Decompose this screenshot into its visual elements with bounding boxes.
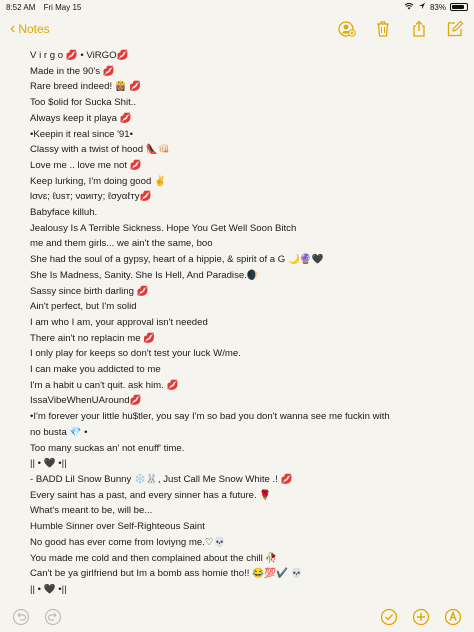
note-line: What's meant to be, will be... [30,505,153,517]
undo-icon[interactable] [12,608,30,626]
note-line: There ain't no replacin me 💋 [30,332,156,344]
battery-fill [452,5,464,9]
note-line: Rare breed indeed! 👸🏽 💋 [30,81,142,93]
note-line: Love me .. love me not 💋 [30,159,142,171]
note-line: Humble Sinner over Self-Righteous Saint [30,521,205,533]
back-to-notes-button[interactable] [10,21,50,37]
chevron-left-icon: ‹ [10,20,16,37]
note-line: Made in the 90's 💋 [30,65,115,77]
location-icon [418,2,426,12]
trash-icon[interactable] [374,20,392,38]
note-actions-group [380,608,462,626]
note-line: I only play for keeps so don't test your luck W/me. [30,348,241,360]
note-line: Keep lurking, I'm doing good ✌️ [30,175,166,187]
battery-percent: 83% [429,2,446,12]
note-line: lσvɛ; ℓυѕт; ναиιту; ℓσуαℓтy💋 [30,191,152,203]
redo-icon[interactable] [44,608,62,626]
note-line: V i r g o 💋 • ViRGO💋 [30,50,129,61]
status-date: Fri May 15 [43,2,82,12]
checklist-icon[interactable] [380,608,398,626]
add-person-icon[interactable] [338,20,356,38]
note-line: •Keepin it real since '91• [30,128,133,140]
note-line: I'm a habit u can't quit. ask him. 💋 [30,379,179,391]
note-line: Every saint has a past, and every sinner has a future. 🌹 [30,489,272,501]
note-line: me and them girls... we ain't the same, boo [30,238,213,250]
note-line: Always keep it playa 💋 [30,112,132,124]
note-line: Too many suckas an' not enuff' time. [30,442,185,454]
status-time: 8:52 AM [6,2,36,12]
note-line: Sassy since birth darling 💋 [30,285,149,297]
note-line: IssaVibeWhenUAround💋 [30,395,142,407]
note-line: I am who I am, your approval isn't needed [30,316,208,328]
toolbar-actions [338,20,464,38]
note-line: Ain't perfect, but I'm solid [30,301,137,313]
status-right [404,2,468,12]
note-body[interactable] [30,48,460,598]
note-line: Can't be ya girlfriend but Im a bomb ass homie tho!! 😂💯✔️ 💀 [30,568,303,580]
wifi-icon [404,2,414,12]
note-line: She Is Madness, Sanity. She Is Hell, And Paradise.🌒 [30,269,259,281]
back-label: Notes [18,22,50,36]
bottom-toolbar [0,602,474,632]
note-line: Babyface killuh. [30,207,98,219]
note-line: Jealousy Is A Terrible Sickness. Hope You Get Well Soon Bitch [30,222,297,234]
notes-toolbar [0,14,474,44]
note-line: Classy with a twist of hood 👠👊🏻 [30,144,170,156]
note-line: || • 🖤 •|| [30,458,67,470]
status-bar [0,0,474,14]
note-line: She had the soul of a gypsy, heart of a hippie, & spirit of a G 🌙🔮🖤 [30,254,324,266]
status-left [6,3,87,12]
undo-redo-group [12,608,62,626]
note-line: No good has ever come from loviyng me.♡💀 [30,536,226,548]
add-icon[interactable] [412,608,430,626]
note-line: You made me cold and then complained about the chill 🥀 [30,552,278,564]
compose-icon[interactable] [446,20,464,38]
note-line: - BADD Lil Snow Bunny ❄️🐰, Just Call Me Snow White .! 💋 [30,473,293,485]
battery-icon [450,3,468,11]
note-line: || • 🖤 •|| [30,583,67,595]
share-icon[interactable] [410,20,428,38]
note-line: Too $olid for Sucka Shit.. [30,97,137,109]
note-line: no busta 💎 • [30,426,88,438]
note-line: •I'm forever your little hu$tler, you say I'm so bad you don't wanna see me fuckin with [30,411,390,423]
note-line: I can make you addicted to me [30,364,161,376]
markup-icon[interactable] [444,608,462,626]
